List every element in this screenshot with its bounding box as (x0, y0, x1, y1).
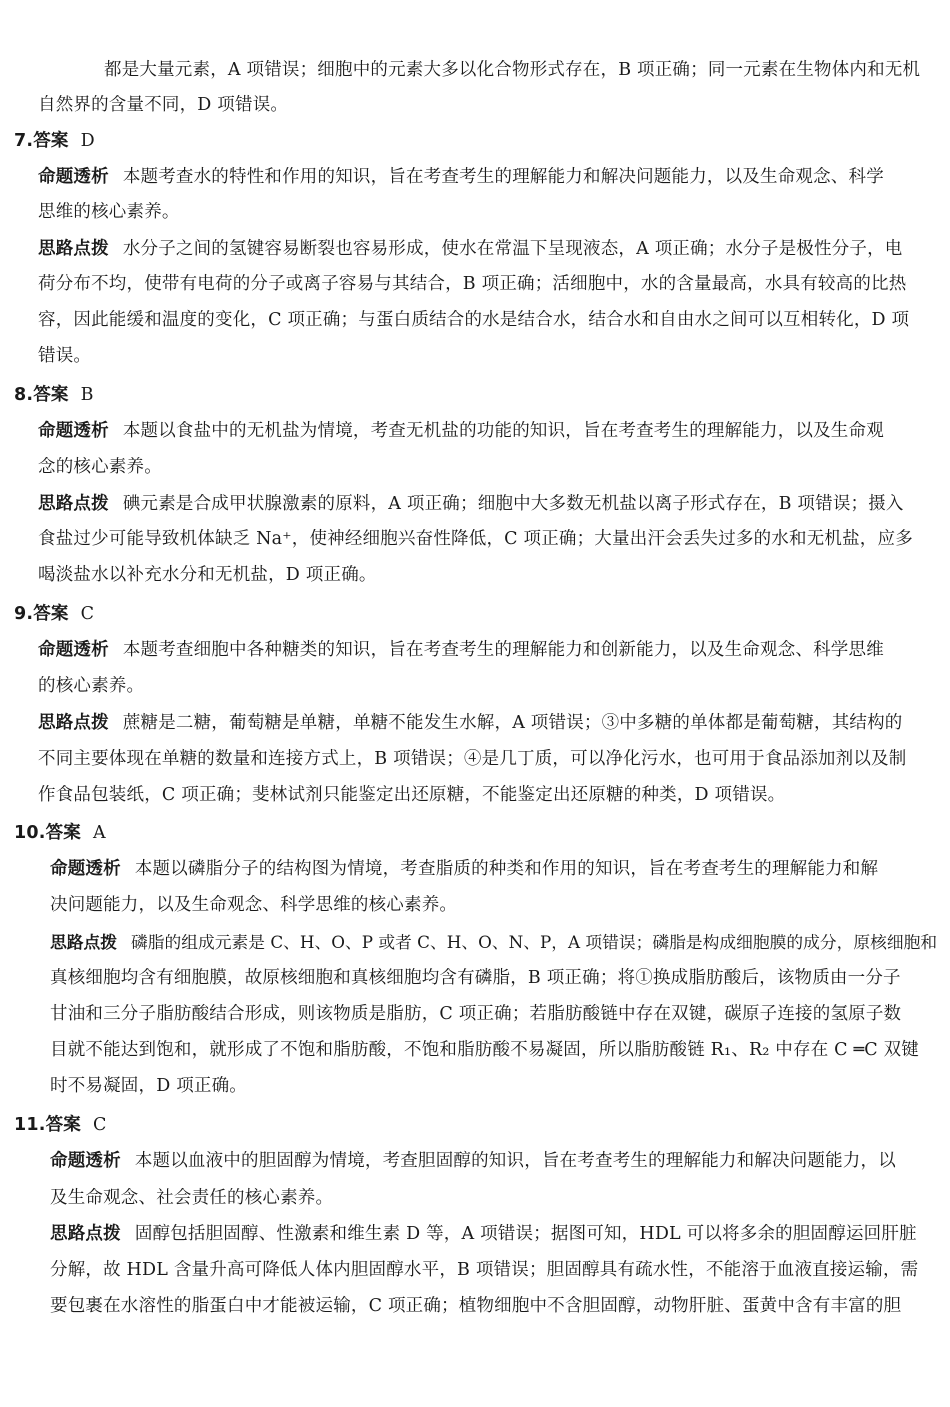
intent-text: 本题以食盐中的无机盐为情境，考查无机盐的功能的知识，旨在考查考生的理解能力，以及生命观 (122, 421, 884, 441)
hint-text: 固醇包括胆固醇、性激素和维生素 D 等，A 项错误；据图可知，HDL 可以将多余的胆固醇运回肝脏 (134, 1224, 917, 1244)
hint-text: 碘元素是合成甲状腺激素的原料，A 项正确；细胞中大多数无机盐以离子形式存在，B 项错误；摄入 (122, 494, 904, 514)
intent-label: 命题透析 (38, 421, 109, 441)
question-7-hint-line: 荷分布不均，使带有电荷的分子或离子容易与其结合，B 项正确；活细胞中，水的含量最高，水具有较高的比热 (38, 274, 907, 294)
question-7-intent-cont: 思维的核心素养。 (38, 202, 180, 222)
hint-text: 磷脂的组成元素是 C、H、O、P 或者 C、H、O、N、P，A 项错误；磷脂是构成细胞膜的成分，原核细胞和 (131, 932, 938, 952)
intro-line-1: 都是大量元素，A 项错误；细胞中的元素大多以化合物形式存在，B 项正确；同一元素在生物体内和无机 (104, 60, 921, 80)
question-number: 11. (14, 1115, 46, 1135)
answer-label: 答案 (33, 604, 69, 624)
hint-label: 思路点拨 (50, 932, 118, 952)
question-10-hint-line: 目就不能达到饱和，就形成了不饱和脂肪酸，不饱和脂肪酸不易凝固，所以脂肪酸链 R₁、R₂ 中存在 C ═C 双键 (50, 1040, 920, 1060)
question-number: 9. (14, 604, 34, 624)
question-number: 10. (14, 823, 46, 843)
question-9-intent (38, 638, 884, 662)
question-8-hint-line: 喝淡盐水以补充水分和无机盐，D 项正确。 (38, 565, 377, 585)
intent-label: 命题透析 (50, 1151, 121, 1171)
question-9-hint-line: 不同主要体现在单糖的数量和连接方式上，B 项错误；④是几丁质，可以净化污水，也可用于食品添加剂以及制 (38, 749, 907, 769)
answer-letter: C (80, 604, 95, 624)
intent-label: 命题透析 (38, 640, 109, 660)
question-8-hint-line: 食盐过少可能导致机体缺乏 Na⁺，使神经细胞兴奋性降低，C 项正确；大量出汗会丢失过多的水和无机盐，应多 (38, 529, 913, 549)
answer-label: 答案 (45, 823, 82, 843)
answer-label: 答案 (33, 385, 69, 405)
question-7-hint-line: 容，因此能缓和温度的变化，C 项正确；与蛋白质结合的水是结合水，结合水和自由水之间可以互相转化，D 项 (38, 310, 910, 330)
question-11-intent (50, 1149, 896, 1173)
question-10-hint-line: 甘油和三分子脂肪酸结合形成，则该物质是脂肪，C 项正确；若脂肪酸链中存在双键，碳原子连接的氢原子数 (50, 1004, 902, 1024)
question-11-hint (50, 1222, 917, 1246)
question-11-hint-line: 分解，故 HDL 含量升高可降低人体内胆固醇水平，B 项错误；胆固醇具有疏水性，不能溶于血液直接运输，需 (50, 1260, 919, 1280)
question-10-hint-line: 真核细胞均含有细胞膜，故原核细胞和真核细胞均含有磷脂，B 项正确；将①换成脂肪酸后，该物质由一分子 (50, 968, 901, 988)
hint-text: 水分子之间的氢键容易断裂也容易形成，使水在常温下呈现液态，A 项正确；水分子是极性分子，电 (122, 239, 903, 259)
question-8-hint (38, 492, 904, 516)
hint-label: 思路点拨 (50, 1224, 121, 1244)
question-10-hint (50, 930, 937, 954)
question-9-answer (14, 602, 94, 626)
intro-line-2: 自然界的含量不同，D 项错误。 (38, 95, 289, 115)
question-9-hint (38, 711, 903, 735)
question-number: 8. (14, 385, 34, 405)
question-11-answer (14, 1113, 107, 1137)
answer-letter: B (80, 385, 94, 405)
question-10-hint-line: 时不易凝固，D 项正确。 (50, 1076, 247, 1096)
hint-label: 思路点拨 (38, 713, 109, 733)
answer-letter: C (93, 1115, 107, 1135)
question-10-answer (14, 821, 106, 845)
question-number: 7. (14, 131, 34, 151)
question-10-intent (50, 857, 878, 881)
question-11-intent-cont: 及生命观念、社会责任的核心素养。 (50, 1188, 334, 1208)
intent-text: 本题以血液中的胆固醇为情境，考查胆固醇的知识，旨在考查考生的理解能力和解决问题能力，以 (134, 1151, 896, 1171)
hint-label: 思路点拨 (38, 239, 109, 259)
question-8-intent (38, 419, 884, 443)
question-7-intent (38, 165, 884, 189)
intent-text: 本题以磷脂分子的结构图为情境，考查脂质的种类和作用的知识，旨在考查考生的理解能力和解 (134, 859, 879, 879)
question-7-hint-line: 错误。 (38, 346, 92, 366)
question-8-answer (14, 383, 94, 407)
intent-label: 命题透析 (38, 167, 109, 187)
question-9-intent-cont: 的核心素养。 (38, 676, 145, 696)
answer-label: 答案 (45, 1115, 82, 1135)
question-7-hint (38, 237, 903, 261)
hint-label: 思路点拨 (38, 494, 109, 514)
answer-letter: D (80, 131, 95, 151)
question-10-intent-cont: 决问题能力，以及生命观念、科学思维的核心素养。 (50, 895, 458, 915)
intent-text: 本题考查水的特性和作用的知识，旨在考查考生的理解能力和解决问题能力，以及生命观念、科学 (122, 167, 884, 187)
intent-text: 本题考查细胞中各种糖类的知识，旨在考查考生的理解能力和创新能力，以及生命观念、科学思维 (122, 640, 884, 660)
question-9-hint-line: 作食品包装纸，C 项正确；斐林试剂只能鉴定出还原糖，不能鉴定出还原糖的种类，D 项错误。 (38, 785, 786, 805)
question-11-hint-line: 要包裹在水溶性的脂蛋白中才能被运输，C 项正确；植物细胞中不含胆固醇，动物肝脏、蛋黄中含有丰富的胆 (50, 1296, 902, 1316)
intent-label: 命题透析 (50, 859, 121, 879)
question-8-intent-cont: 念的核心素养。 (38, 457, 162, 477)
hint-text: 蔗糖是二糖，葡萄糖是单糖，单糖不能发生水解，A 项错误；③中多糖的单体都是葡萄糖，其结构的 (122, 713, 903, 733)
answer-label: 答案 (33, 131, 69, 151)
question-7-answer (14, 129, 95, 153)
answer-letter: A (93, 823, 106, 843)
